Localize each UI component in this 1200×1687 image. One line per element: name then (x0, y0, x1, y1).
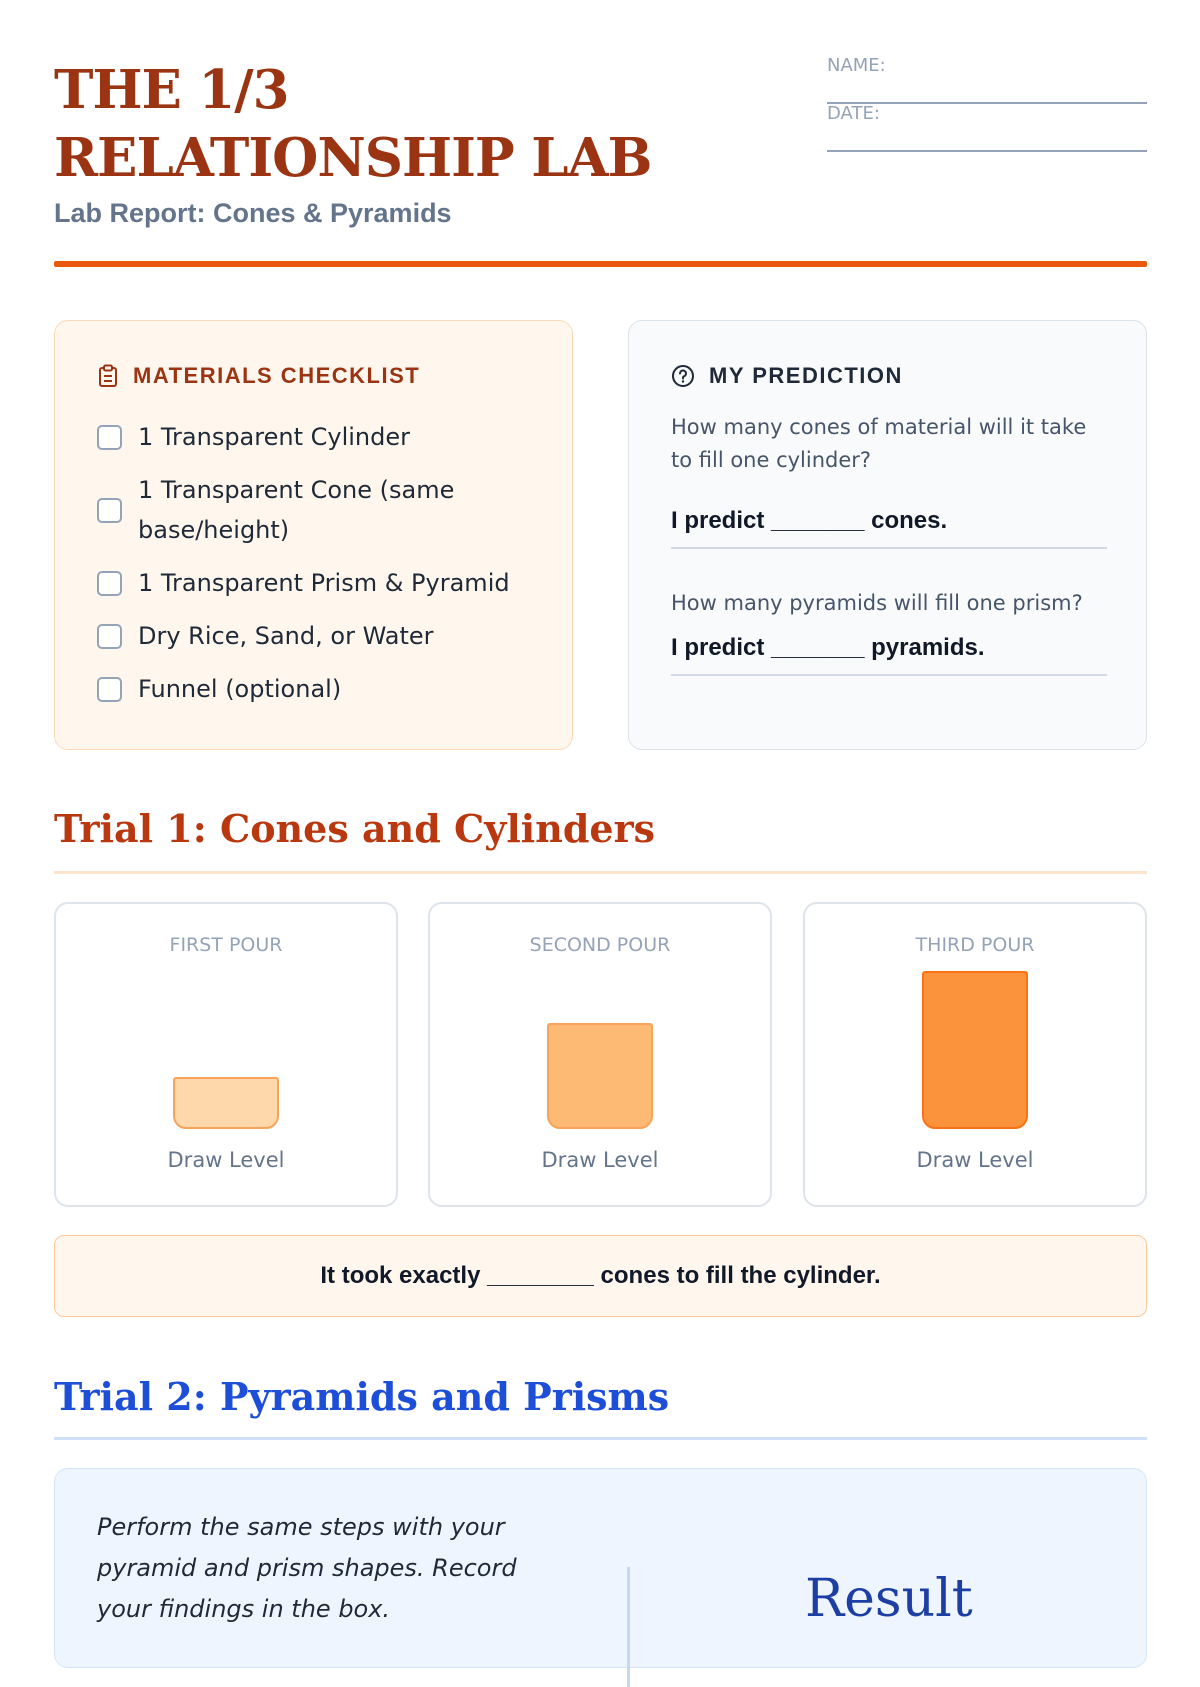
date-label: DATE: (827, 103, 880, 124)
checkbox[interactable] (97, 425, 122, 450)
checklist-item-label: 1 Transparent Cone (same base/height) (138, 476, 455, 544)
prediction-heading-text: MY PREDICTION (709, 363, 903, 388)
trial1-result-statement[interactable]: It took exactly ________ cones to fill the cylinder. (54, 1235, 1147, 1317)
checklist-item[interactable] (97, 417, 547, 457)
checklist-item-label: Dry Rice, Sand, or Water (138, 622, 434, 650)
checkbox[interactable] (97, 498, 122, 523)
checkbox[interactable] (97, 624, 122, 649)
pour-level-fill[interactable] (173, 1077, 279, 1129)
prediction-heading (671, 363, 903, 389)
trial2-instructions: Perform the same steps with your pyramid and prism shapes. Record your findings in the box. (97, 1513, 517, 1623)
page-subtitle: Lab Report: Cones & Pyramids (54, 198, 452, 228)
prediction-card (628, 320, 1147, 750)
prediction-answer-cones[interactable]: I predict _______ cones. (671, 507, 1107, 549)
trial1-divider (54, 871, 1147, 874)
draw-level-label: Draw Level (167, 1148, 285, 1172)
trial2-divider (54, 1437, 1147, 1440)
trial1-title: Trial 1: Cones and Cylinders (54, 806, 656, 851)
pour-card-second (428, 902, 772, 1207)
student-fields (827, 56, 1147, 152)
checkbox[interactable] (97, 677, 122, 702)
pour-label: THIRD POUR (915, 934, 1035, 956)
trial2-card (54, 1468, 1147, 1668)
prediction-question-cones: How many cones of material will it take to fill one cylinder? (671, 415, 1087, 472)
trial2-result-heading: Result (805, 1569, 973, 1629)
pour-card-first (54, 902, 398, 1207)
trial2-column-divider (627, 1567, 630, 1687)
checklist-item[interactable] (97, 470, 547, 550)
draw-level-label: Draw Level (916, 1148, 1034, 1172)
clipboard-icon (97, 364, 119, 388)
checklist-item[interactable] (97, 563, 547, 603)
checklist-item[interactable] (97, 616, 547, 656)
materials-heading-text: MATERIALS CHECKLIST (133, 363, 421, 388)
prediction-question-pyramids: How many pyramids will fill one prism? (671, 591, 1083, 615)
question-circle-icon (671, 364, 695, 388)
checklist-item-label: Funnel (optional) (138, 675, 342, 703)
pour-level-fill[interactable] (547, 1023, 653, 1129)
date-field[interactable] (827, 104, 1147, 152)
checklist-item[interactable] (97, 669, 547, 709)
materials-list (97, 417, 547, 722)
draw-level-label: Draw Level (541, 1148, 659, 1172)
checklist-item-label: 1 Transparent Cylinder (138, 423, 410, 451)
materials-heading (97, 363, 420, 389)
materials-checklist-card (54, 320, 573, 750)
page-title: THE 1/3 RELATIONSHIP LAB (54, 59, 652, 189)
pour-label: SECOND POUR (529, 934, 671, 956)
prediction-answer-pyramids[interactable]: I predict _______ pyramids. (671, 634, 1107, 676)
header-divider (54, 261, 1147, 267)
page-header (54, 56, 1147, 268)
pour-label: FIRST POUR (169, 934, 283, 956)
name-label: NAME: (827, 55, 886, 76)
pour-card-third (803, 902, 1147, 1207)
name-field[interactable] (827, 56, 1147, 104)
pour-level-fill[interactable] (922, 971, 1028, 1129)
trial2-title: Trial 2: Pyramids and Prisms (54, 1374, 670, 1419)
checklist-item-label: 1 Transparent Prism & Pyramid (138, 569, 510, 597)
checkbox[interactable] (97, 571, 122, 596)
